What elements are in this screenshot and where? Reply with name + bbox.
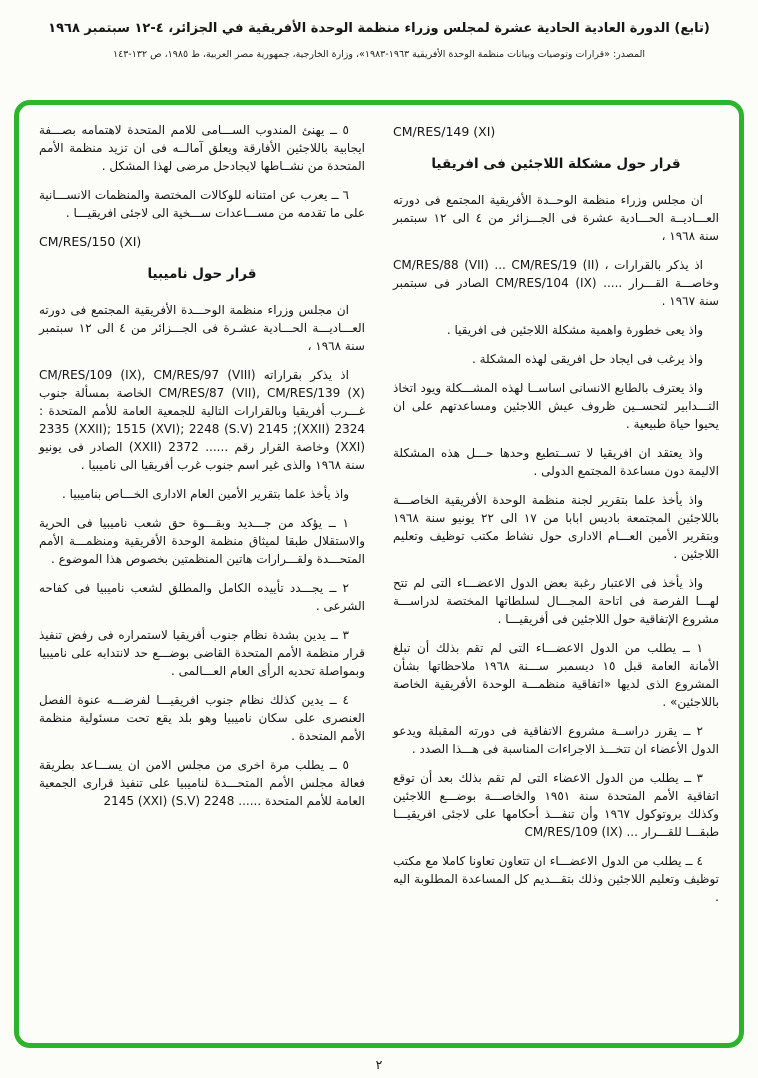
- paragraph: واذ يأخذ علما بتقرير لجنة منظمة الوحدة الأفريقية الخاصـــة باللاجئين المجتمعة باديس ابابا من ١٧ الى ٢٢ يونيو سنة ١٩٦٨ وبتقرير الأمين العـــام الادارى حول نشاط مكتب توظيف وتعليم اللاجئين .: [393, 493, 719, 561]
- column-left: [39, 121, 365, 1033]
- resolution-150-code: CM/RES/150 (XI): [39, 234, 142, 249]
- paragraph: واذ يأخذ فى الاعتبار رغبة بعض الدول الاعضـــاء التى لم تتح لهـــا الفرصة فى اتاحة المجـــال لسلطاتها المختصة لدراســـة مشروع الإتفاقية حول اللاجئين فى أفريقيـــا .: [393, 576, 719, 626]
- header-source-line: المصدر: «قرارات وتوصيات وبيانات منظمة الوحدة الأفريقية ١٩٦٣-١٩٨٣»، وزارة الخارجية، جمهورية مصر العربية، ط ١٩٨٥، ص ١٣٢-١٤٣: [112, 49, 645, 61]
- paragraph: ٤ ــ يطلب من الدول الاعضـــاء ان تتعاون تعاونا كاملا مع مكتب توظيف وتعليم اللاجئين وذلك بتقـــديم كل المساعدة المطلوبة اليه .: [393, 854, 719, 904]
- paragraph: ٦ ــ يعرب عن امتنانه للوكالات المختصة والمنظمات الانســـانية على ما تقدمه من مســـاعدات ســـخية الى لاجئى افريقيـــا .: [39, 188, 365, 220]
- page-footer: [0, 1057, 758, 1072]
- paragraph: ان مجلس وزراء منظمة الوحـــدة الأفريقية المجتمع فى دورته العـــاديـــة الحـــادية عشـرة فى الجـــزائر من ٤ الى ١٢ سبتمبر سنة ١٩٦٨ ،: [39, 303, 365, 353]
- header-title: (تابع) الدورة العادية الحادية عشرة لمجلس وزراء منظمة الوحدة الأفريقية في الجزائر، ٤-١٢ سبتمبر ١٩٦٨: [48, 21, 710, 36]
- resolution-150-body: [39, 301, 365, 810]
- resolution-149-continuation: [39, 121, 365, 222]
- paragraph: اذ يذكر بالقرارات ، CM/RES/88 (VII) ... CM/RES/19 (II) وخاصـــة القـــرار ..... CM/RES/104 (IX) الصادر فى سبتمبر سنة ١٩٦٧ .: [393, 258, 719, 308]
- content-frame: [14, 100, 744, 1048]
- paragraph: ٣ ــ يدين بشدة نظام جنوب أفريقيا لاستمراره فى رفض تنفيذ قرار منظمة الأمم المتحدة القاضى بوضـــع حد لانتدابه على ناميبيا وبمواصلة تحديه الرأى العام العـــالمى .: [39, 628, 365, 678]
- paragraph: واذ يعى خطورة واهمية مشكلة اللاجئين فى افريقيا .: [446, 323, 703, 337]
- paragraph: ٤ ــ يدين كذلك نظام جنوب افريقيـــا لفرضـــه عنوة الفصل العنصرى على سكان ناميبيا وهو بلد يقع تحت مسئولية منظمة الأمم المتحدة .: [39, 693, 365, 743]
- paragraph: واذ يعتقد ان افريقيا لا تســتطيع وحدها حـــل هذه المشكلة الاليمة دون مساعدة المجتمع الدولى .: [393, 446, 719, 478]
- paragraph: ١ ــ يؤكد من جـــديد وبقـــوة حق شعب ناميبيا فى الحرية والاستقلال طبقا لميثاق منظمة الوحدة الأفريقية ومنظمـــة الأمم المتحـــدة ولقـــرارات هاتين المنظمتين بخصوص هذا الموضوع .: [39, 516, 365, 566]
- paragraph: ١ ــ يطلب من الدول الاعضـــاء التى لم تقم بذلك أن تبلغ الأمانة العامة قبل ١٥ ديسمبر ســـنة ١٩٦٨ ملاحظاتها بشأن المشروع الذى لديها «اتفاقية منظمـــة الوحدة الأفريقية الخاصة باللاجئين» .: [393, 641, 719, 709]
- resolution-149-title: قرار حول مشكلة اللاجئين فى افريقيا: [431, 156, 681, 172]
- paragraph: واذ يعترف بالطابع الانسانى اساســا لهذه المشـــكلة ويود اتخاذ التـــدابير لتحســين ظروف عيش اللاجئين ومساعدتهم على ان يحيوا حياة طبيعية .: [393, 381, 719, 431]
- resolution-149-body: [393, 191, 719, 906]
- paragraph: ٥ ــ يطلب مرة اخرى من مجلس الامن ان يســـاعد بطريقة فعالة مجلس الأمم المتحـــدة لناميبيا على تنفيذ قرارى الجمعية العامة للأمم المتحدة ...... 2248 (S.V) 2145 (XXI): [39, 758, 365, 808]
- page-header: [0, 0, 758, 60]
- two-column-layout: [39, 121, 719, 1033]
- paragraph: اذ يذكر بقراراته CM/RES/109 (IX), CM/RES/97 (VIII) CM/RES/87 (VII), CM/RES/139 (X) الخاصة بمسألة جنوب غـــرب أفريقيا وبالقرارات التالية للجمعية العامة للأمم المتحدة : 2324 (XXII); 2335 (XXII); 1515 (XVI); 2248 (S.V) 2145 (XXI) وخاصة القرار رقم ...... 2372 (XXII) الصادر فى يونيو سنة ١٩٦٨ والذى غير اسم جنوب غرب أفريقيا الى ناميبيا .: [39, 368, 366, 472]
- column-right: [393, 121, 719, 1033]
- paragraph: ان مجلس وزراء منظمة الوحــدة الأفريقية المجتمع فى دورته العـــاديــة الحـــادية عشرة فى الجـــزائر من ٤ الى ١٢ سبتمبر سنة ١٩٦٨ ،: [393, 193, 719, 243]
- resolution-149-code: CM/RES/149 (XI): [393, 124, 496, 139]
- paragraph: ٥ ــ يهنئ المندوب الســـامى للامم المتحدة لاهتمامه بصـــفة ايجابية باللاجئين الأفارقة ويعلق آمالــه فى ان تزيد منظمة الأمم المتحدة من نشــاطها لايجادحل مرضى لهذا المشكل .: [39, 123, 365, 173]
- paragraph: واذ يرغب فى ايجاد حل افريقى لهذه المشكلة .: [471, 352, 703, 366]
- page-number: ٢: [375, 1057, 383, 1072]
- paragraph: ٢ ــ يقرر دراســة مشروع الاتفاقية فى دورته المقبلة ويدعو الدول الأعضاء ان تتخـــذ الاجراءات المناسبة فى هـــذا الصدد .: [393, 724, 719, 756]
- resolution-150-title: قرار حول ناميبيا: [147, 266, 257, 282]
- paragraph: ٣ ــ يطلب من الدول الاعضاء التى لم تقم بذلك بعد أن توقع اتفاقية الأمم المتحدة سنة ١٩٥١ والخاصـــة بوضـــع اللاجئين وكذلك بروتوكول ١٩٦٧ وأن تنفـــذ أحكامها على لاجئى افريقيـــا طبقـــا للقـــرار ... CM/RES/109 (IX): [393, 771, 719, 839]
- paragraph: ٢ ــ يجـــدد تأييده الكامل والمطلق لشعب ناميبيا فى كفاحه الشرعى .: [39, 581, 365, 613]
- paragraph: واذ يأخذ علما بتقرير الأمين العام الادارى الخـــاص بناميبيا .: [62, 487, 349, 501]
